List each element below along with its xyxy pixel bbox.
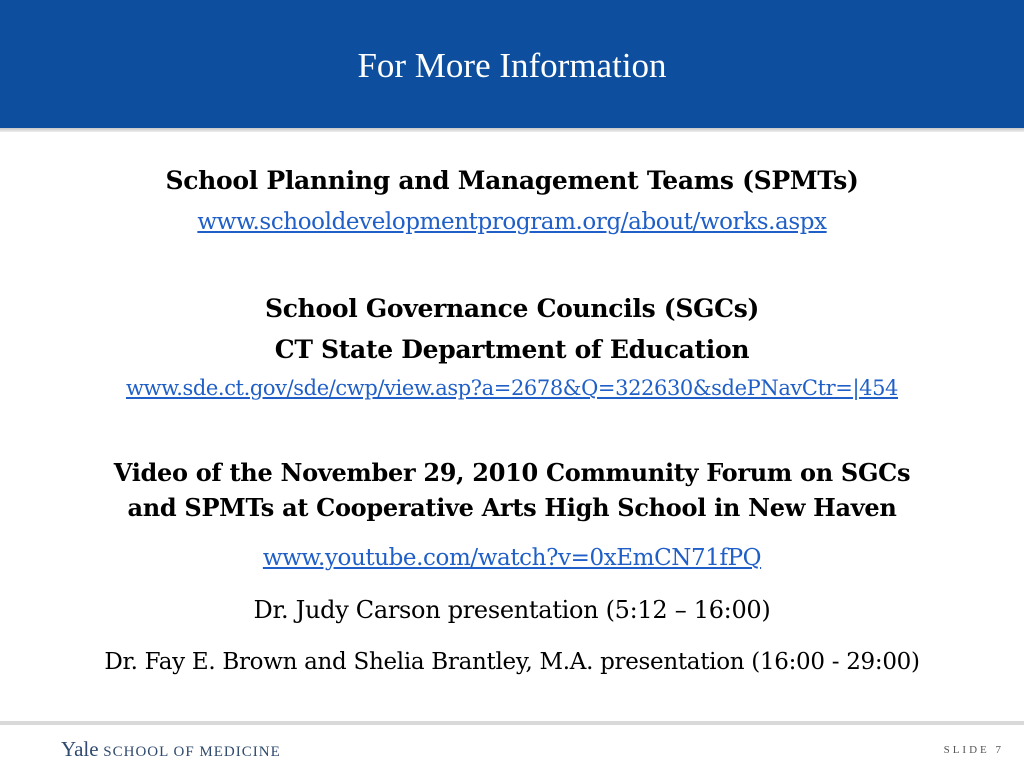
footer-divider [0, 721, 1024, 725]
slide-number: SLIDE 7 [943, 744, 1004, 756]
spmt-heading: School Planning and Management Teams (SPMTs) [165, 166, 859, 195]
yale-school-of-medicine-logo [61, 737, 281, 762]
logo-yale-text: Yale [61, 737, 99, 761]
video-link[interactable]: www.youtube.com/watch?v=0xEmCN71fPQ [262, 545, 762, 571]
spmt-link[interactable]: www.schooldevelopmentprogram.org/about/works.aspx [197, 209, 827, 235]
sgc-heading: School Governance Councils (SGCs) [264, 294, 760, 323]
slide-title: For More Information [357, 46, 667, 85]
sgc-subheading: CT State Department of Education [274, 335, 750, 364]
banner-divider [0, 128, 1024, 132]
sgc-link[interactable]: www.sde.ct.gov/sde/cwp/view.asp?a=2678&Q=322630&sdePNavCtr=|454 [125, 376, 899, 400]
logo-school-text: SCHOOL OF MEDICINE [103, 744, 281, 760]
presentation-carson: Dr. Judy Carson presentation (5:12 – 16:00) [253, 596, 771, 624]
presentation-brown-brantley: Dr. Fay E. Brown and Shelia Brantley, M.A. presentation (16:00 - 29:00) [104, 649, 920, 675]
video-heading-line2: and SPMTs at Cooperative Arts High School in New Haven [127, 493, 897, 522]
video-heading-line1: Video of the November 29, 2010 Community Forum on SGCs [113, 458, 911, 487]
